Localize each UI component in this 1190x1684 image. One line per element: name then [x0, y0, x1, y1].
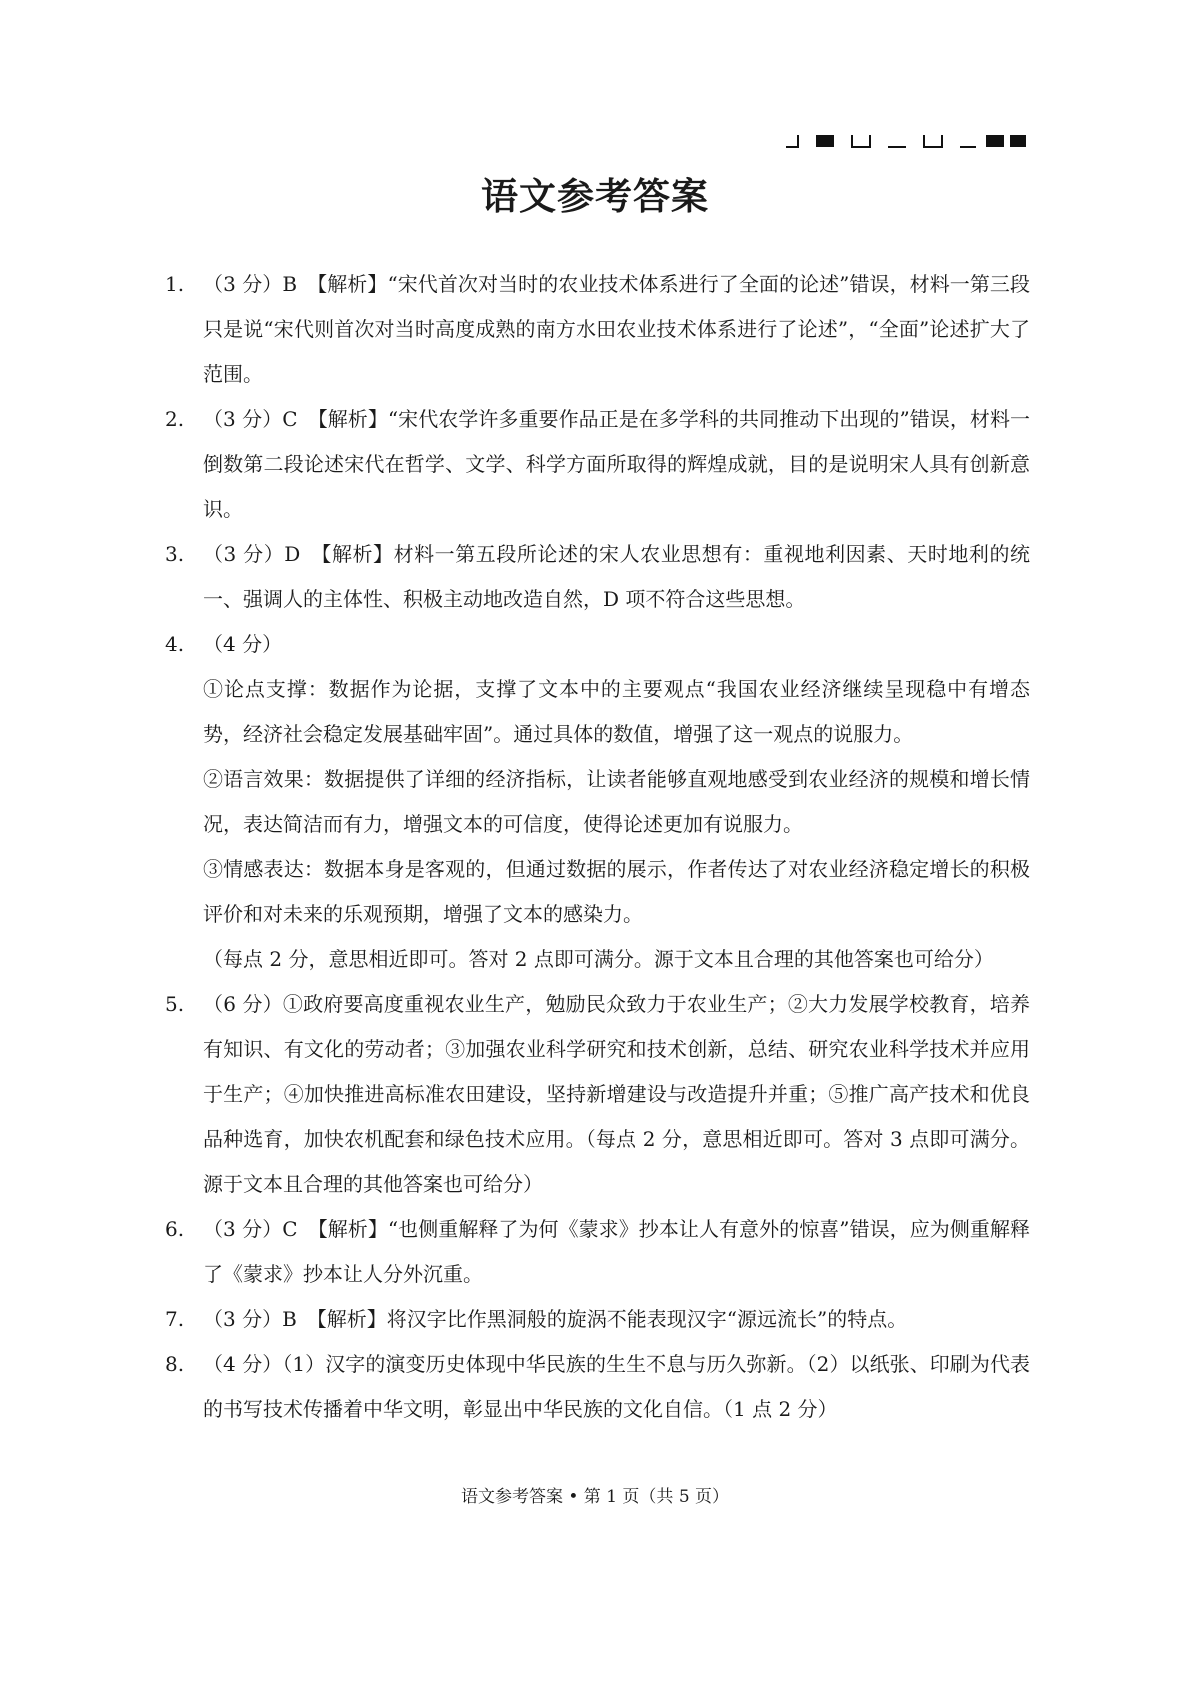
answer-list — [165, 262, 1030, 1432]
answer-item-1 — [165, 262, 1030, 397]
answer-text: （4 分）（1）汉字的演变历史体现中华民族的生生不息与历久弥新。（2）以纸张、印刷为代表的书写技术传播着中华文明，彰显出中华民族的文化自信。（1 点 2 分） — [203, 1352, 1030, 1421]
page-marker-code — [786, 135, 1026, 149]
answer-point-2: ②语言效果：数据提供了详细的经济指标，让读者能够直观地感受到农业经济的规模和增长情况，表达简洁而有力，增强文本的可信度，使得论述更加有说服力。 — [203, 767, 1030, 836]
answer-text: （3 分）D 【解析】材料一第五段所论述的宋人农业思想有：重视地利因素、天时地利的统一、强调人的主体性、积极主动地改造自然，D 项不符合这些思想。 — [203, 542, 1030, 611]
answer-item-8 — [165, 1342, 1030, 1432]
page-title: 语文参考答案 — [481, 174, 709, 218]
answer-item-2 — [165, 397, 1030, 532]
answer-item-5 — [165, 982, 1030, 1207]
answer-text: （3 分）B 【解析】“宋代首次对当时的农业技术体系进行了全面的论述”错误，材料一第三段只是说“宋代则首次对当时高度成熟的南方水田农业技术体系进行了论述”，“全面”论述扩大了范围。 — [203, 272, 1030, 386]
answer-item-7 — [165, 1297, 1030, 1342]
answer-number: 3. — [165, 542, 185, 566]
scoring-note: （每点 2 分，意思相近即可。答对 2 点即可满分。源于文本且合理的其他答案也可给分） — [203, 947, 994, 971]
answer-text: （3 分）C 【解析】“宋代农学许多重要作品正是在多学科的共同推动下出现的”错误，材料一倒数第二段论述宋代在哲学、文学、科学方面所取得的辉煌成就，目的是说明宋人具有创新意识。 — [203, 407, 1030, 521]
answer-point-1: ①论点支撑：数据作为论据，支撑了文本中的主要观点“我国农业经济继续呈现稳中有增态势，经济社会稳定发展基础牢固”。通过具体的数值，增强了这一观点的说服力。 — [203, 677, 1030, 746]
answer-item-4 — [165, 622, 1030, 982]
answer-item-6 — [165, 1207, 1030, 1297]
answer-number: 6. — [165, 1217, 185, 1241]
answer-number: 8. — [165, 1352, 185, 1376]
answer-text: （6 分）①政府要高度重视农业生产，勉励民众致力于农业生产；②大力发展学校教育，培养有知识、有文化的劳动者；③加强农业科学研究和技术创新，总结、研究农业科学技术并应用于生产；④加快推进高标准农田建设，坚持新增建设与改造提升并重；⑤推广高产技术和优良品种选育，加快农机配套和绿色技术应用。（每点 2 分，意思相近即可。答对 3 点即可满分。源于文本且合理的其他答案也可给分） — [203, 992, 1030, 1196]
page-footer: 语文参考答案 • 第 1 页（共 5 页） — [460, 1487, 730, 1507]
answer-item-3 — [165, 532, 1030, 622]
answer-text: （3 分）B 【解析】将汉字比作黑洞般的旋涡不能表现汉字“源远流长”的特点。 — [203, 1307, 908, 1331]
answer-number: 2. — [165, 407, 185, 431]
answer-point-3: ③情感表达：数据本身是客观的，但通过数据的展示，作者传达了对农业经济稳定增长的积极评价和对未来的乐观预期，增强了文本的感染力。 — [203, 857, 1030, 926]
answer-number: 1. — [165, 272, 185, 296]
answer-text: （3 分）C 【解析】“也侧重解释了为何《蒙求》抄本让人有意外的惊喜”错误，应为侧重解释了《蒙求》抄本让人分外沉重。 — [203, 1217, 1030, 1286]
answer-text: （4 分） — [203, 632, 283, 656]
answer-number: 4. — [165, 632, 185, 656]
answer-number: 5. — [165, 992, 185, 1016]
answer-number: 7. — [165, 1307, 185, 1331]
